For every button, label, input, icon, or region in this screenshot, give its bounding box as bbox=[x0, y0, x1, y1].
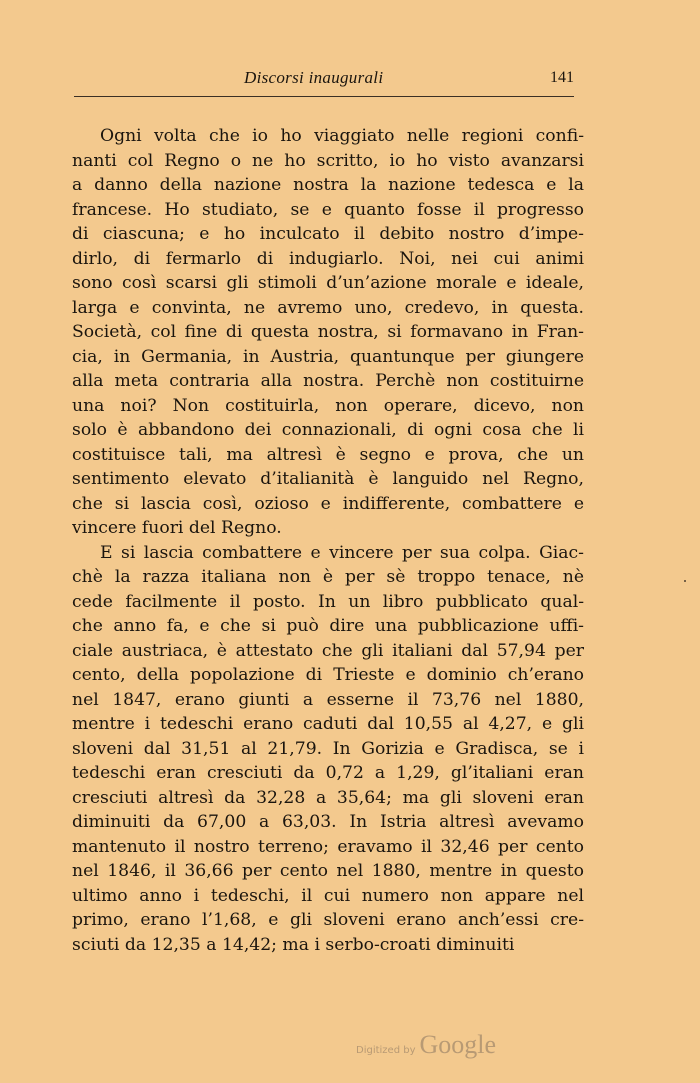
text-line: mantenuto il nostro terreno; eravamo il 32,46 per cento bbox=[72, 836, 584, 857]
text-line: cento, della popolazione di Trieste e dominio ch’erano bbox=[72, 665, 584, 685]
text-line: Ogni volta che io ho viaggiato nelle regioni confi- bbox=[100, 126, 584, 146]
text-line: cresciuti altresì da 32,28 a 35,64; ma gli sloveni eran bbox=[72, 787, 584, 808]
text-line: ciale austriaca, è attestato che gli italiani dal 57,94 per bbox=[72, 640, 584, 661]
text-line: dirlo, di fermarlo di indugiarlo. Noi, nei cui animi bbox=[72, 248, 584, 269]
text-line: primo, erano l’1,68, e gli sloveni erano anch’essi cre- bbox=[72, 910, 584, 930]
text-line: cede facilmente il posto. In un libro pubblicato qual- bbox=[72, 591, 584, 612]
watermark bbox=[356, 1030, 496, 1060]
text-line: solo è abbandono dei connazionali, di ogni cosa che li bbox=[72, 420, 584, 440]
text-line: tedeschi eran cresciuti da 0,72 a 1,29, gl’italiani eran bbox=[72, 763, 584, 783]
text-line: ultimo anno i tedeschi, il cui numero non appare nel bbox=[72, 885, 584, 906]
text-line: vincere fuori del Regno. bbox=[72, 518, 282, 538]
text-line: francese. Ho studiato, se e quanto fosse il progresso bbox=[72, 199, 584, 220]
text-line: diminuiti da 67,00 a 63,03. In Istria altresì avevamo bbox=[72, 812, 584, 832]
watermark-digitized-label: Digitized by bbox=[356, 1045, 416, 1056]
text-line: di ciascuna; e ho inculcato il debito nostro d’impe- bbox=[72, 224, 584, 244]
text-line: una noi? Non costituirla, non operare, dicevo, non bbox=[72, 395, 584, 416]
running-head bbox=[74, 64, 574, 92]
text-line: cia, in Germania, in Austria, quantunque per giungere bbox=[72, 346, 584, 367]
text-line: che si lascia così, ozioso e indifferente, combattere e bbox=[72, 493, 584, 514]
paragraph bbox=[72, 124, 584, 541]
watermark-logo: Google bbox=[419, 1030, 497, 1059]
text-line: sentimento elevato d’italianità è languido nel Regno, bbox=[72, 469, 584, 489]
running-head-title: Discorsi inaugurali bbox=[244, 68, 384, 87]
text-line: sono così scarsi gli stimoli d’un’azione morale e ideale, bbox=[72, 273, 584, 293]
text-line: mentre i tedeschi erano caduti dal 10,55 al 4,27, e gli bbox=[72, 714, 584, 734]
header-rule bbox=[74, 96, 574, 97]
text-line: sloveni dal 31,51 al 21,79. In Gorizia e Gradisca, se i bbox=[72, 738, 584, 759]
text-line: nel 1847, erano giunti a esserne il 73,76 nel 1880, bbox=[72, 689, 584, 710]
text-line: a danno della nazione nostra la nazione tedesca e la bbox=[72, 175, 584, 195]
text-line: nel 1846, il 36,66 per cento nel 1880, mentre in questo bbox=[72, 861, 584, 881]
text-line: nanti col Regno o ne ho scritto, io ho visto avanzarsi bbox=[72, 150, 584, 171]
margin-speck bbox=[684, 580, 686, 582]
text-line: E si lascia combattere e vincere per sua colpa. Giac- bbox=[100, 542, 584, 563]
text-line: che anno fa, e che si può dire una pubblicazione uffi- bbox=[72, 616, 584, 636]
page-number: 141 bbox=[550, 69, 574, 86]
text-line: sciuti da 12,35 a 14,42; ma i serbo-croati diminuiti bbox=[72, 934, 515, 955]
text-line: Società, col fine di questa nostra, si formavano in Fran- bbox=[72, 322, 584, 342]
text-line: costituisce tali, ma altresì è segno e prova, che un bbox=[72, 444, 584, 465]
paragraph bbox=[72, 541, 584, 958]
text-line: alla meta contraria alla nostra. Perchè non costituirne bbox=[72, 371, 584, 391]
text-line: chè la razza italiana non è per sè troppo tenace, nè bbox=[72, 567, 584, 587]
body-text bbox=[72, 124, 584, 957]
text-line: larga e convinta, ne avremo uno, credevo, in questa. bbox=[72, 297, 584, 318]
